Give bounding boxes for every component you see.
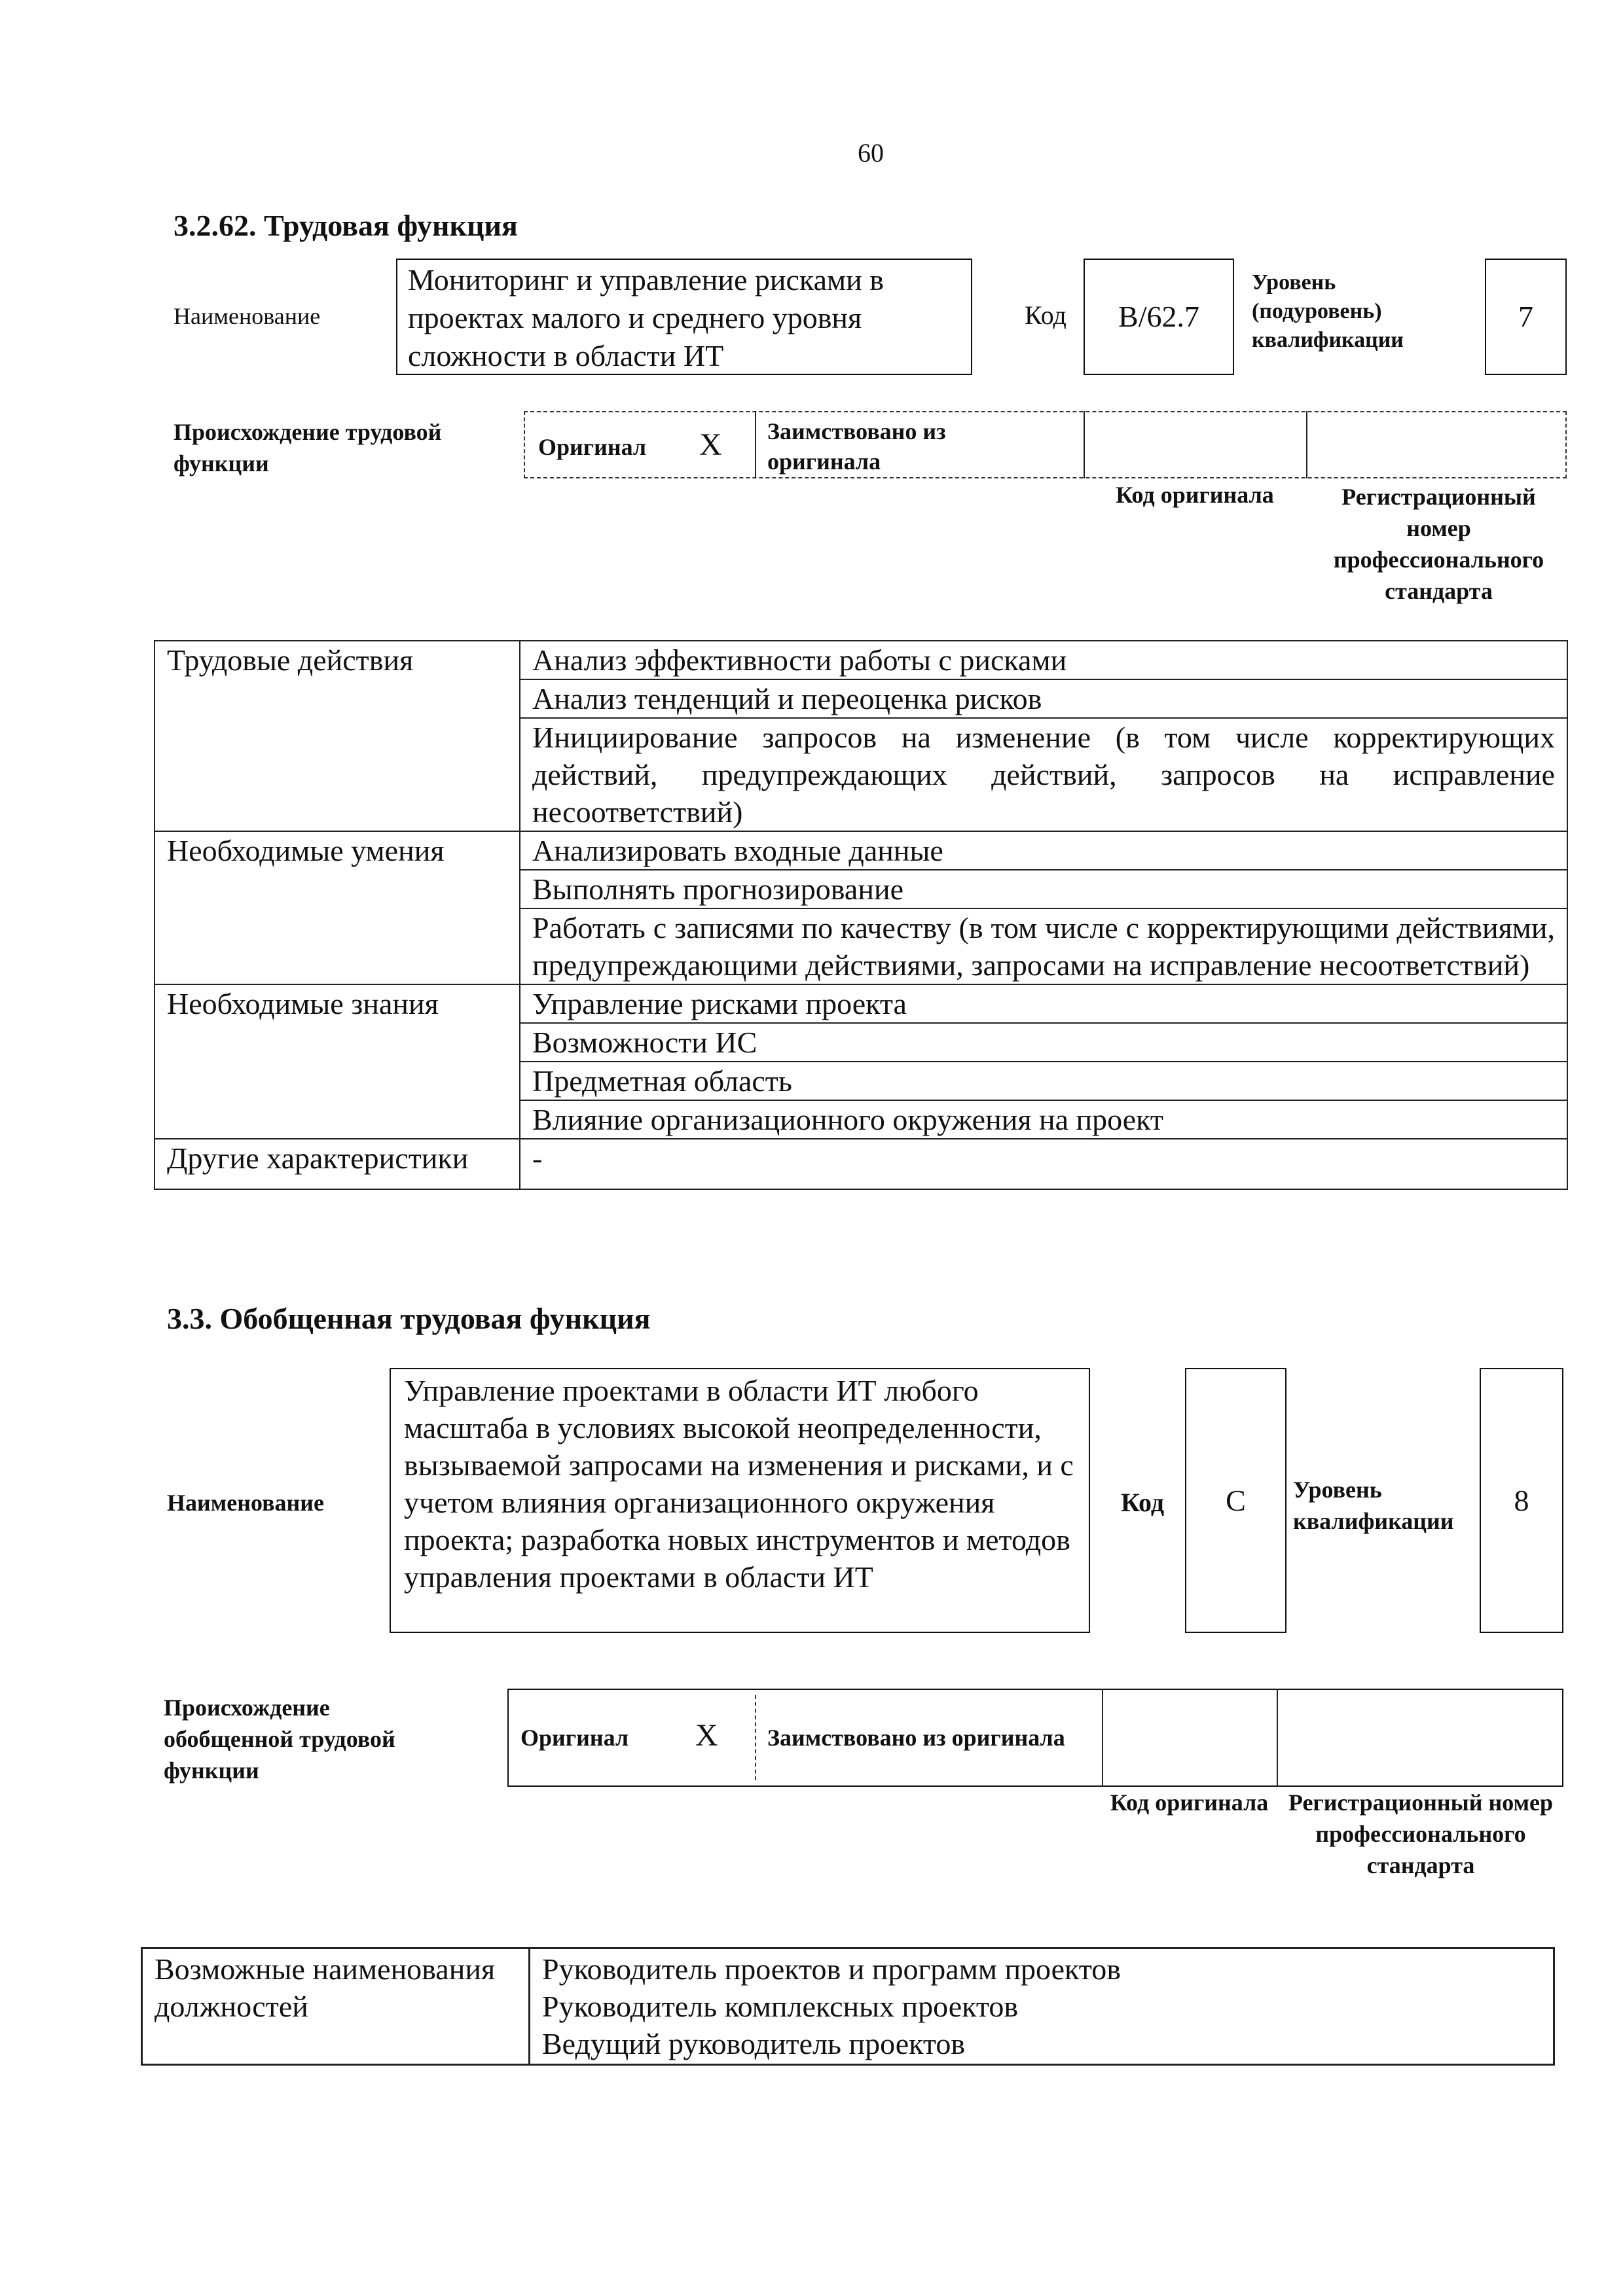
reg-number-caption: Регистрационный номер профессионального стандарта xyxy=(1333,484,1544,604)
row-item: Предметная область xyxy=(520,1062,1567,1100)
row-label: Необходимые умения xyxy=(155,831,520,870)
code-box xyxy=(1185,1368,1286,1633)
row-item: Управление рисками проекта xyxy=(520,984,1567,1023)
row-item: Инициирование запросов на изменение (в том числе корректирующих действий, предупреждающих действий, запросов на исправление несоответствий) xyxy=(520,718,1567,831)
code-value: B/62.7 xyxy=(1118,300,1199,333)
level-label: Уровень (подуровень) квалификации xyxy=(1252,270,1404,352)
divider xyxy=(755,1695,756,1780)
divider xyxy=(1306,411,1307,478)
row-item: - xyxy=(520,1139,1567,1189)
reg-number-caption: Регистрационный номер профессионального стандарта xyxy=(1288,1789,1554,1878)
origin-row xyxy=(524,411,1567,478)
divider xyxy=(1084,411,1085,478)
function-name: Мониторинг и управление рисками в проектах малого и среднего уровня сложности в области ИТ xyxy=(408,263,884,372)
code-value: C xyxy=(1226,1483,1246,1517)
original-label: Оригинал xyxy=(538,434,647,460)
original-mark: X xyxy=(695,1718,718,1753)
row-item: Анализ тенденций и переоценка рисков xyxy=(520,679,1567,718)
divider xyxy=(755,411,756,478)
row-label: Трудовые действия xyxy=(155,641,520,679)
page-number: 60 xyxy=(858,138,884,168)
code-box xyxy=(1084,259,1234,375)
borrowed-label: Заимствовано из оригинала xyxy=(767,418,946,475)
row-item: Выполнять прогнозирование xyxy=(520,870,1567,908)
general-function-name-box xyxy=(390,1368,1090,1633)
name-label: Наименование xyxy=(173,303,321,329)
job-titles-table xyxy=(141,1947,1555,2066)
row-item: Работать с записями по качеству (в том числе с корректирующими действиями, предупреждающими действиями, запросами на исправление несоответствий) xyxy=(520,908,1567,984)
row-label: Другие характеристики xyxy=(155,1139,520,1189)
original-mark: X xyxy=(699,427,722,462)
origin-label: Происхождение трудовой функции xyxy=(173,419,442,476)
row-item: Анализировать входные данные xyxy=(520,831,1567,870)
borrowed-label: Заимствовано из оригинала xyxy=(767,1725,1065,1751)
name-label: Наименование xyxy=(167,1490,324,1516)
general-function-name: Управление проектами в области ИТ любого масштаба в условиях высокой неопределенности, вызываемой запросами на изменения и рисками, и с учетом влияния организационного окружения проекта; разработка новых инструментов и методов управления проектами в области ИТ xyxy=(404,1374,1074,1594)
row-label: Необходимые знания xyxy=(155,984,520,1023)
section-heading: 3.3. Обобщенная трудовая функция xyxy=(167,1302,651,1335)
level-box xyxy=(1480,1368,1563,1633)
code-original-caption: Код оригинала xyxy=(1110,1789,1269,1816)
job-titles-label: Возможные наименования должностей xyxy=(142,1948,530,2065)
original-label: Оригинал xyxy=(520,1725,629,1751)
job-title: Ведущий руководитель проектов xyxy=(542,2027,966,2060)
origin-label: Происхождение обобщенной трудовой функции xyxy=(164,1695,395,1784)
job-title: Руководитель проектов и программ проектов xyxy=(542,1952,1121,1986)
level-label: Уровень квалификации xyxy=(1293,1477,1454,1534)
level-box xyxy=(1485,259,1567,375)
code-label: Код xyxy=(1121,1488,1165,1517)
divider xyxy=(1277,1689,1278,1787)
divider xyxy=(1102,1689,1103,1787)
row-item: Возможности ИС xyxy=(520,1023,1567,1062)
row-item: Влияние организационного окружения на проект xyxy=(520,1100,1567,1139)
job-title: Руководитель комплексных проектов xyxy=(542,1990,1019,2023)
level-value: 8 xyxy=(1514,1483,1529,1517)
section-heading: 3.2.62. Трудовая функция xyxy=(173,209,518,242)
function-details-table xyxy=(154,640,1568,1190)
code-label: Код xyxy=(1025,300,1067,330)
function-name-box xyxy=(396,259,972,375)
level-value: 7 xyxy=(1518,300,1533,333)
row-item: Анализ эффективности работы с рисками xyxy=(520,641,1567,679)
job-titles-list xyxy=(530,1948,1554,2065)
code-original-caption: Код оригинала xyxy=(1116,482,1274,508)
